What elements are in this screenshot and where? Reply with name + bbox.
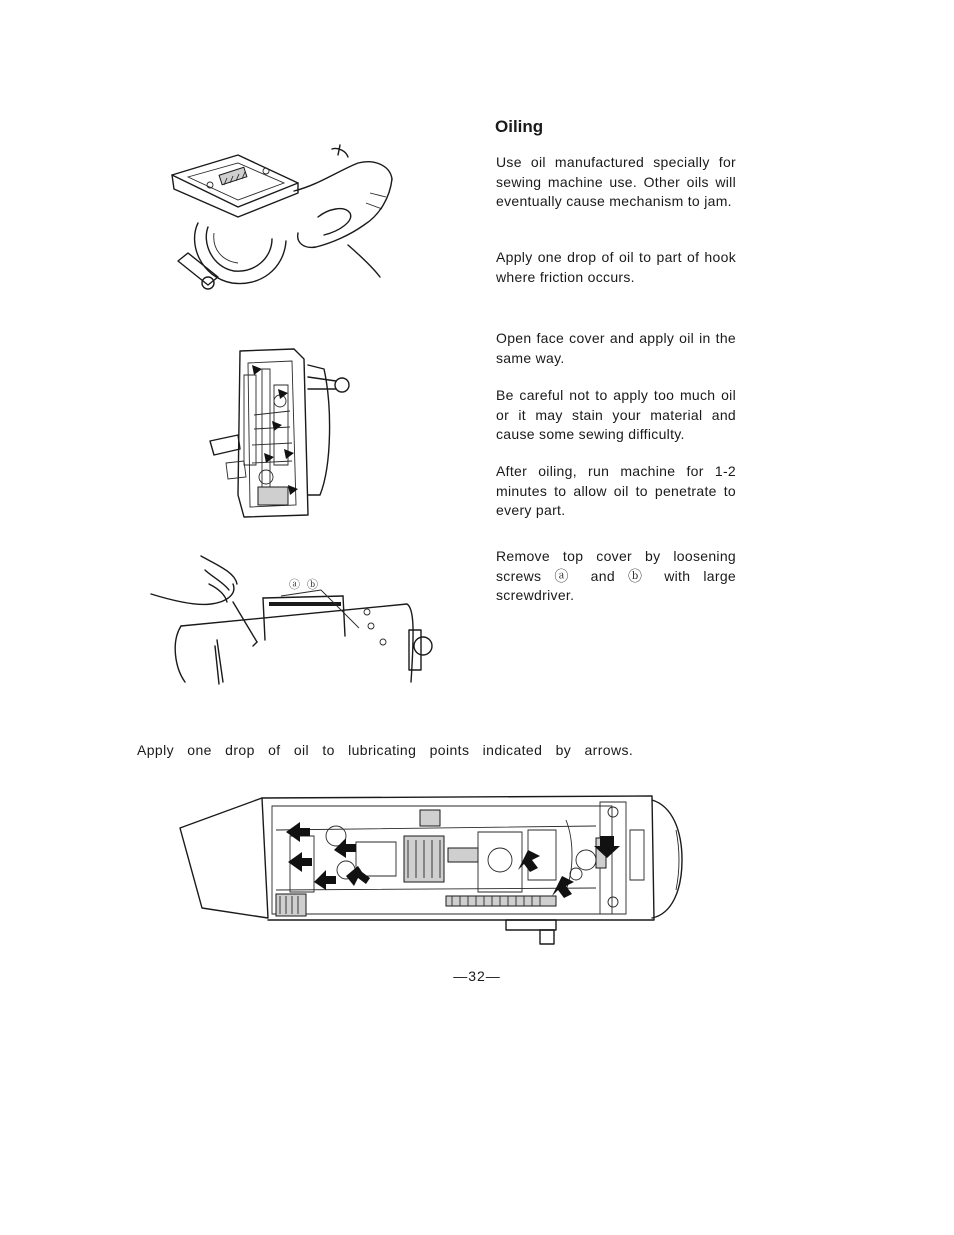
face-cover-illustration bbox=[204, 345, 354, 520]
hook-illustration bbox=[168, 145, 404, 295]
instruction-lubricating-points: Apply one drop of oil to lubricating points indicated by arrows. bbox=[137, 742, 634, 758]
machine-interior-illustration bbox=[176, 790, 688, 950]
paragraph-hook-oil: Apply one drop of oil to part of hook where friction occurs. bbox=[496, 249, 736, 285]
paragraph-top-cover: Remove top cover by loosening screws ⓐ and ⓑ with large screwdriver. bbox=[496, 548, 736, 603]
paragraph-face-cover: Open face cover and apply oil in the same way. bbox=[496, 330, 736, 366]
paragraph-run-machine: After oiling, run machine for 1-2 minutes to allow oil to penetrate to every part. bbox=[496, 463, 736, 518]
paragraph-oil-type: Use oil manufactured specially for sewing machine use. Other oils will eventually cause mechanism to jam. bbox=[496, 154, 736, 209]
screw-a-label: ⓐ bbox=[289, 578, 300, 591]
top-cover-illustration bbox=[145, 550, 435, 690]
paragraph-caution: Be careful not to apply too much oil or it may stain your material and cause some sewing difficulty. bbox=[496, 387, 736, 442]
screw-b-label: ⓑ bbox=[307, 578, 318, 591]
page-number: —32— bbox=[453, 968, 501, 984]
section-title: Oiling bbox=[495, 117, 544, 136]
